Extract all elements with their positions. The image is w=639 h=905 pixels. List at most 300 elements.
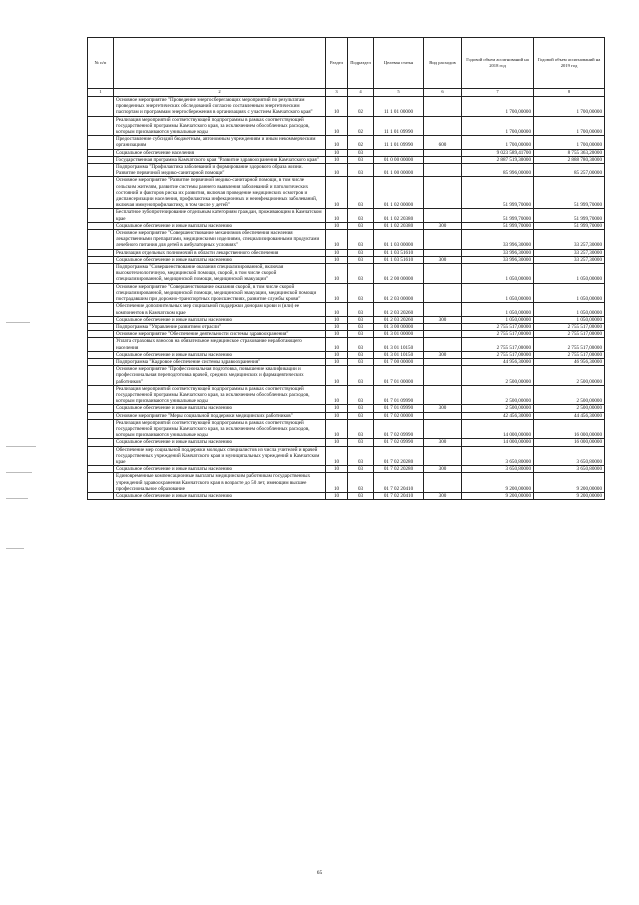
table-row [88,439,605,446]
header-num: № п/п [88,38,114,89]
row-num-cell [88,338,114,351]
header-2018: Годовой объем ассигнований на 2018 год [462,38,534,89]
row-expense-type-cell: 300 [424,351,462,358]
row-expense-type-cell [424,149,462,156]
row-2018-amount-cell: 2 755 517,00000 [462,351,534,358]
row-expense-type-cell [424,412,462,419]
table-row [88,331,605,338]
row-expense-type-cell: 300 [424,222,462,229]
row-razdel-cell: 10 [326,156,348,163]
row-target-article-cell: 01 7 00 00000 [374,358,424,365]
row-razdel-cell: 10 [326,338,348,351]
col-number: 7 [462,89,534,97]
row-2019-amount-cell: 46 956,30000 [534,358,605,365]
row-2019-amount-cell: 16 000,00000 [534,439,605,446]
row-name-cell: Бесплатное зубопротезирование отдельным категориям граждан, проживающим в Камчатском крае [114,209,326,222]
row-num-cell [88,351,114,358]
row-target-article-cell: 01 2 00 00000 [374,264,424,284]
col-number: 5 [374,89,424,97]
row-name-cell: Основное мероприятие "Совершенствование оказания скорой, в том числе скорой специализированной, медицинской помощи, медицинской эвакуации, медицинской помощи пострадавшим при дорожно-транспортных происшествиях, развитие службы крови" [114,283,326,303]
row-target-article-cell: 01 7 02 20410 [374,473,424,493]
row-target-article-cell: 01 1 03 51610 [374,256,424,263]
row-target-article-cell: 01 0 00 00000 [374,156,424,163]
row-num-cell [88,116,114,136]
row-expense-type-cell [424,164,462,177]
row-2018-amount-cell: 44 956,30000 [462,358,534,365]
row-2019-amount-cell: 2 755 517,00000 [534,331,605,338]
row-2019-amount-cell: 2 755 517,00000 [534,351,605,358]
row-2018-amount-cell: 1 700,00000 [462,136,534,149]
row-expense-type-cell: 300 [424,405,462,412]
row-num-cell [88,331,114,338]
row-2018-amount-cell: 1 700,00000 [462,97,534,117]
col-number: 2 [114,89,326,97]
table-row [88,492,605,499]
table-body [88,97,605,500]
budget-table [87,37,605,500]
row-name-cell: Обеспечение дополнительных мер социальной поддержки донорам крови и (или) ее компонентов в Камчатском крае [114,303,326,316]
row-2019-amount-cell: 1 050,00000 [534,264,605,284]
row-razdel-cell: 10 [326,283,348,303]
row-target-article-cell: 01 7 02 09990 [374,419,424,439]
row-expense-type-cell: 300 [424,492,462,499]
table-row [88,230,605,250]
row-razdel-cell: 10 [326,116,348,136]
row-name-cell: Реализация мероприятий соответствующей подпрограммы в рамках соответствующей государственной программы Камчатского края, за исключением обособленных расходов, которым присваиваются уникальные коды [114,385,326,405]
row-target-article-cell: 01 3 01 00000 [374,331,424,338]
row-num-cell [88,473,114,493]
row-target-article-cell [374,149,424,156]
header-celevaya: Целевая статья [374,38,424,89]
table-row [88,316,605,323]
row-expense-type-cell [424,230,462,250]
row-num-cell [88,323,114,330]
row-name-cell: Реализация мероприятий соответствующей подпрограммы в рамках соответствующей государственной программы Камчатского края, за исключением обособленных расходов, которым присваиваются уникальные коды [114,419,326,439]
row-2019-amount-cell: 2 888 780,30000 [534,156,605,163]
col-number: 3 [326,89,348,97]
row-target-article-cell: 11 1 01 09990 [374,136,424,149]
row-podrazdel-cell: 03 [348,331,374,338]
column-numbers-row [88,89,605,97]
row-2018-amount-cell: 2 500,00000 [462,385,534,405]
row-podrazdel-cell: 03 [348,256,374,263]
row-target-article-cell: 01 2 03 20260 [374,303,424,316]
row-2019-amount-cell: 33 257,30000 [534,249,605,256]
row-num-cell [88,230,114,250]
row-expense-type-cell [424,331,462,338]
row-name-cell: Подпрограмма "Совершенствование оказания специализированной, включая высокотехнологичную, медицинской помощи, скорой, в том числе скорой специализированной, медицинской помощи, медицинской эвакуации" [114,264,326,284]
row-expense-type-cell [424,249,462,256]
row-2018-amount-cell: 2 755 517,00000 [462,338,534,351]
row-podrazdel-cell: 03 [348,264,374,284]
row-num-cell [88,492,114,499]
table-row [88,177,605,209]
page-number: 65 [316,870,323,876]
row-razdel-cell: 10 [326,264,348,284]
header-name [114,38,326,89]
row-num-cell [88,177,114,209]
row-2019-amount-cell: 1 050,00000 [534,283,605,303]
row-expense-type-cell: 600 [424,136,462,149]
row-expense-type-cell [424,323,462,330]
row-expense-type-cell [424,303,462,316]
table-row [88,338,605,351]
row-target-article-cell: 01 3 01 10150 [374,351,424,358]
row-num-cell [88,316,114,323]
table-row [88,446,605,466]
row-razdel-cell: 10 [326,222,348,229]
row-target-article-cell: 01 7 01 00000 [374,366,424,386]
row-name-cell: Уплата страховых взносов на обязательное медицинское страхование неработающего населения [114,338,326,351]
row-podrazdel-cell: 03 [348,222,374,229]
row-2019-amount-cell: 8 755 363,20000 [534,149,605,156]
row-2019-amount-cell: 33 257,30000 [534,230,605,250]
table-row [88,136,605,149]
row-name-cell: Основное мероприятие "Меры социальной поддержки медицинских работников" [114,412,326,419]
row-expense-type-cell: 300 [424,439,462,446]
row-target-article-cell: 01 1 02 00000 [374,177,424,209]
row-podrazdel-cell: 03 [348,446,374,466]
row-num-cell [88,466,114,473]
row-num-cell [88,412,114,419]
row-2019-amount-cell: 51 999,70000 [534,222,605,229]
row-razdel-cell: 10 [326,323,348,330]
row-2019-amount-cell: 51 999,70000 [534,209,605,222]
row-podrazdel-cell: 03 [348,351,374,358]
table-row [88,303,605,316]
row-num-cell [88,419,114,439]
row-target-article-cell: 01 1 02 20380 [374,222,424,229]
row-target-article-cell: 01 1 03 00000 [374,230,424,250]
row-target-article-cell: 01 1 03 51610 [374,249,424,256]
row-target-article-cell: 01 1 00 00000 [374,164,424,177]
row-name-cell: Реализация мероприятий соответствующей подпрограммы в рамках соответствующей государственной программы Камчатского края, за исключением обособленных расходов, которым присваиваются уникальные коды [114,116,326,136]
row-razdel-cell: 10 [326,492,348,499]
row-podrazdel-cell: 03 [348,323,374,330]
table-row [88,156,605,163]
table-row [88,412,605,419]
table-row [88,97,605,117]
row-podrazdel-cell: 03 [348,366,374,386]
header-row [88,38,605,89]
row-podrazdel-cell: 03 [348,230,374,250]
row-num-cell [88,164,114,177]
row-name-cell: Социальное обеспечение и иные выплаты населению [114,256,326,263]
table-row [88,466,605,473]
row-podrazdel-cell: 03 [348,164,374,177]
row-name-cell: Основное мероприятие "Профессиональная подготовка, повышение квалификации и профессиональная переподготовка врачей, средних медицинских и фармацевтических работников" [114,366,326,386]
row-razdel-cell: 10 [326,136,348,149]
row-razdel-cell: 10 [326,385,348,405]
row-target-article-cell: 01 7 01 09990 [374,385,424,405]
row-2018-amount-cell: 2 755 517,00000 [462,331,534,338]
row-target-article-cell: 01 1 02 20380 [374,209,424,222]
row-podrazdel-cell: 03 [348,385,374,405]
col-number: 1 [88,89,114,97]
table-row [88,385,605,405]
table-row [88,149,605,156]
row-2018-amount-cell: 14 000,00000 [462,419,534,439]
row-podrazdel-cell: 03 [348,466,374,473]
row-expense-type-cell [424,366,462,386]
row-2018-amount-cell: 1 050,00000 [462,303,534,316]
row-2019-amount-cell: 2 755 517,00000 [534,338,605,351]
row-target-article-cell: 01 3 00 00000 [374,323,424,330]
table-row [88,249,605,256]
row-num-cell [88,249,114,256]
row-expense-type-cell [424,97,462,117]
row-num-cell [88,303,114,316]
table-row [88,473,605,493]
row-razdel-cell: 10 [326,209,348,222]
row-target-article-cell: 01 7 02 20410 [374,492,424,499]
row-target-article-cell: 01 3 01 10150 [374,338,424,351]
row-name-cell: Социальное обеспечение и иные выплаты населению [114,222,326,229]
row-expense-type-cell: 300 [424,466,462,473]
row-num-cell [88,256,114,263]
row-razdel-cell: 10 [326,366,348,386]
row-2019-amount-cell: 44 456,30000 [534,412,605,419]
row-target-article-cell: 01 7 01 09990 [374,405,424,412]
row-2019-amount-cell: 1 700,00000 [534,116,605,136]
row-name-cell: Обеспечение мер социальной поддержки молодых специалистов из числа учителей и врачей государственных учреждений Камчатского края и муниципальных учреждений в Камчатском крае [114,446,326,466]
row-expense-type-cell [424,116,462,136]
row-num-cell [88,405,114,412]
row-name-cell: Социальное обеспечение и иные выплаты населению [114,351,326,358]
row-2019-amount-cell: 33 257,30000 [534,256,605,263]
row-expense-type-cell [424,358,462,365]
row-num-cell [88,446,114,466]
row-2018-amount-cell: 42 456,30000 [462,412,534,419]
row-podrazdel-cell: 03 [348,412,374,419]
row-razdel-cell: 10 [326,446,348,466]
row-2019-amount-cell: 9 200,00000 [534,492,605,499]
row-expense-type-cell [424,156,462,163]
row-podrazdel-cell: 03 [348,149,374,156]
row-2018-amount-cell: 9 200,00000 [462,473,534,493]
row-razdel-cell: 10 [326,405,348,412]
col-number: 8 [534,89,605,97]
row-expense-type-cell [424,385,462,405]
row-2018-amount-cell: 9 200,00000 [462,492,534,499]
row-target-article-cell: 01 2 03 00000 [374,283,424,303]
row-target-article-cell: 01 7 02 20280 [374,466,424,473]
row-num-cell [88,209,114,222]
row-razdel-cell: 10 [326,351,348,358]
row-2018-amount-cell: 33 996,30000 [462,249,534,256]
row-2018-amount-cell: 14 000,00000 [462,439,534,446]
row-podrazdel-cell: 03 [348,405,374,412]
row-name-cell: Единовременные компенсационные выплаты медицинским работникам государственных учреждений здравоохранения Камчатского края в возрасте до 50 лет, имеющим высшее профессиональное образование [114,473,326,493]
row-podrazdel-cell: 02 [348,116,374,136]
row-podrazdel-cell: 02 [348,136,374,149]
row-name-cell: Социальное обеспечение и иные выплаты населению [114,439,326,446]
row-2018-amount-cell: 3 650,80000 [462,446,534,466]
row-razdel-cell: 10 [326,466,348,473]
row-podrazdel-cell: 03 [348,419,374,439]
row-podrazdel-cell: 03 [348,316,374,323]
scan-artifacts [0,0,60,905]
row-2018-amount-cell: 85 996,00000 [462,164,534,177]
row-2019-amount-cell: 1 700,00000 [534,136,605,149]
row-podrazdel-cell: 03 [348,358,374,365]
row-name-cell: Основное мероприятие "Обеспечение деятельности системы здравоохранения" [114,331,326,338]
row-target-article-cell: 11 1 01 00000 [374,97,424,117]
row-name-cell: Подпрограмма "Кадровое обеспечение системы здравоохранения" [114,358,326,365]
row-razdel-cell: 10 [326,316,348,323]
row-name-cell: Социальное обеспечение и иные выплаты населению [114,492,326,499]
row-razdel-cell: 10 [326,177,348,209]
row-2018-amount-cell: 2 887 519,30000 [462,156,534,163]
row-expense-type-cell: 300 [424,256,462,263]
table-row [88,283,605,303]
row-name-cell: Государственная программа Камчатского края "Развитие здравоохранения Камчатского края" [114,156,326,163]
row-2018-amount-cell: 51 999,70000 [462,177,534,209]
table-row [88,366,605,386]
header-2019: Годовой объем ассигнований на 2019 год [534,38,605,89]
row-name-cell: Социальное обеспечение и иные выплаты населению [114,405,326,412]
table-row [88,323,605,330]
row-name-cell: Основное мероприятие "Развитие первичной медико-санитарной помощи, в том числе сельским жителям, развитие системы раннего выявления заболеваний и патологических состояний и факторов риска их развития, включая проведение медицинских осмотров и диспансеризации населения, профилактика инфекционных и неинфекционных заболеваний, включая иммунопрофилактику, в том числе у детей" [114,177,326,209]
row-2018-amount-cell: 2 500,00000 [462,366,534,386]
table-row [88,116,605,136]
row-expense-type-cell [424,264,462,284]
row-target-article-cell: 01 7 02 00000 [374,412,424,419]
row-expense-type-cell [424,177,462,209]
header-podrazdel: Подраздел [348,38,374,89]
row-num-cell [88,97,114,117]
header-vid: Вид расходов [424,38,462,89]
row-2019-amount-cell: 2 500,00000 [534,405,605,412]
table-row [88,358,605,365]
col-number: 4 [348,89,374,97]
table-row [88,405,605,412]
row-2019-amount-cell: 9 200,00000 [534,473,605,493]
table-row [88,256,605,263]
row-expense-type-cell [424,419,462,439]
row-podrazdel-cell: 03 [348,249,374,256]
table-row [88,351,605,358]
row-2019-amount-cell: 16 000,00000 [534,419,605,439]
row-expense-type-cell [424,473,462,493]
row-2019-amount-cell: 1 700,00000 [534,97,605,117]
table-row [88,164,605,177]
row-name-cell: Основное мероприятие "Проведение энергосберегающих мероприятий по результатам проведенных энергетических обследований согласно составленным энергетическим паспортам и программам энергосбережения в организациях с участием Камчатского края" [114,97,326,117]
header-razdel: Раздел [326,38,348,89]
row-num-cell [88,222,114,229]
row-2018-amount-cell: 51 999,70000 [462,222,534,229]
row-target-article-cell: 11 1 01 09990 [374,116,424,136]
row-expense-type-cell [424,446,462,466]
row-num-cell [88,283,114,303]
row-2019-amount-cell: 3 650,80000 [534,446,605,466]
row-2019-amount-cell: 1 050,00000 [534,316,605,323]
row-razdel-cell: 10 [326,358,348,365]
col-number: 6 [424,89,462,97]
row-2018-amount-cell: 51 999,70000 [462,209,534,222]
row-podrazdel-cell: 03 [348,283,374,303]
row-num-cell [88,149,114,156]
row-num-cell [88,366,114,386]
table-row [88,222,605,229]
row-num-cell [88,439,114,446]
row-2018-amount-cell: 1 050,00000 [462,316,534,323]
row-num-cell [88,385,114,405]
row-podrazdel-cell: 03 [348,303,374,316]
row-2018-amount-cell: 9 023 589,41700 [462,149,534,156]
row-2019-amount-cell: 2 755 517,00000 [534,323,605,330]
row-2019-amount-cell: 2 500,00000 [534,385,605,405]
row-2019-amount-cell: 85 257,00000 [534,164,605,177]
row-razdel-cell: 10 [326,439,348,446]
row-razdel-cell: 10 [326,249,348,256]
row-num-cell [88,156,114,163]
row-2018-amount-cell: 33 996,30000 [462,256,534,263]
row-2019-amount-cell: 2 500,00000 [534,366,605,386]
row-name-cell: Социальное обеспечение и иные выплаты населению [114,316,326,323]
row-name-cell: Реализация отдельных полномочий в области лекарственного обеспечения [114,249,326,256]
row-2018-amount-cell: 3 650,80000 [462,466,534,473]
row-2018-amount-cell: 2 755 517,00000 [462,323,534,330]
row-2019-amount-cell: 1 050,00000 [534,303,605,316]
table-row [88,419,605,439]
row-razdel-cell: 10 [326,412,348,419]
row-expense-type-cell [424,338,462,351]
row-razdel-cell: 10 [326,164,348,177]
row-razdel-cell: 10 [326,473,348,493]
row-podrazdel-cell: 03 [348,156,374,163]
row-num-cell [88,264,114,284]
row-2018-amount-cell: 1 050,00000 [462,283,534,303]
row-podrazdel-cell: 03 [348,492,374,499]
row-2018-amount-cell: 2 500,00000 [462,405,534,412]
row-target-article-cell: 01 7 02 09990 [374,439,424,446]
row-2018-amount-cell: 1 050,00000 [462,264,534,284]
row-target-article-cell: 01 7 02 20280 [374,446,424,466]
row-razdel-cell: 10 [326,149,348,156]
row-2019-amount-cell: 51 999,70000 [534,177,605,209]
row-razdel-cell: 10 [326,331,348,338]
row-num-cell [88,358,114,365]
row-razdel-cell: 10 [326,256,348,263]
row-expense-type-cell: 300 [424,316,462,323]
row-razdel-cell: 10 [326,419,348,439]
row-expense-type-cell [424,283,462,303]
row-2018-amount-cell: 33 996,30000 [462,230,534,250]
row-podrazdel-cell: 03 [348,473,374,493]
row-podrazdel-cell: 02 [348,97,374,117]
row-razdel-cell: 10 [326,230,348,250]
row-expense-type-cell [424,209,462,222]
row-name-cell: Подпрограмма "Профилактика заболеваний и формирование здорового образа жизни. Развитие первичной медико-санитарной помощи" [114,164,326,177]
row-name-cell: Социальное обеспечение и иные выплаты населению [114,466,326,473]
row-num-cell [88,136,114,149]
row-target-article-cell: 01 2 03 20260 [374,316,424,323]
table-row [88,209,605,222]
row-2019-amount-cell: 3 650,80000 [534,466,605,473]
row-razdel-cell: 10 [326,97,348,117]
row-podrazdel-cell: 03 [348,439,374,446]
row-razdel-cell: 10 [326,303,348,316]
row-name-cell: Основное мероприятие "Совершенствование механизмов обеспечения населения лекарственными препаратами, медицинскими изделиями, специализированными продуктами лечебного питания для детей в амбулаторных условиях" [114,230,326,250]
row-podrazdel-cell: 03 [348,338,374,351]
row-name-cell: Предоставление субсидий бюджетным, автономным учреждениям и иным некоммерческим организациям [114,136,326,149]
row-name-cell: Подпрограмма "Управление развитием отрасли" [114,323,326,330]
row-podrazdel-cell: 03 [348,177,374,209]
row-2018-amount-cell: 1 700,00000 [462,116,534,136]
row-name-cell: Социальное обеспечение населения [114,149,326,156]
table-row [88,264,605,284]
